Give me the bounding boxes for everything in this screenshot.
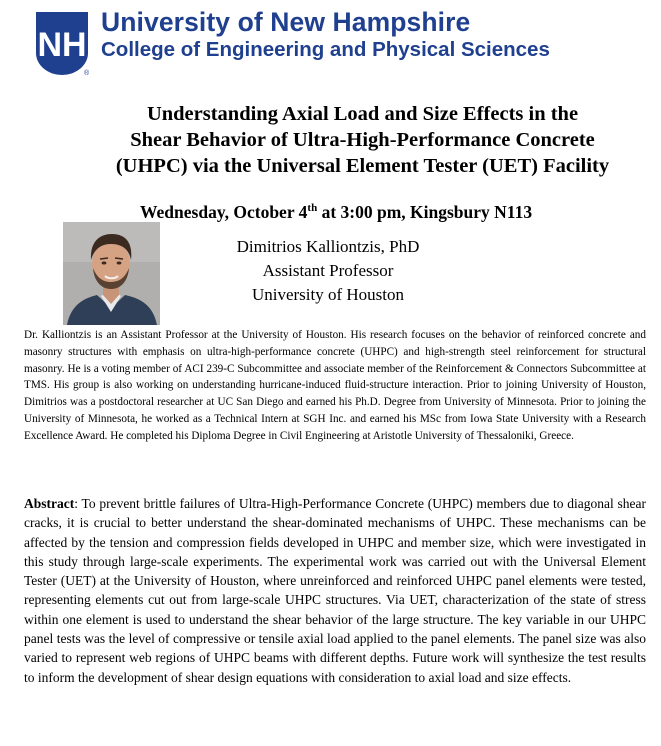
speaker-photo (63, 222, 160, 325)
seminar-title (90, 101, 635, 179)
seminar-title-line: Shear Behavior of Ultra-High-Performance Concrete (130, 129, 595, 151)
unh-logo (36, 12, 88, 75)
registered-mark: ® (84, 70, 90, 77)
speaker-bio: Dr. Kalliontzis is an Assistant Professor at the University of Houston. His research focuses on the behavior of reinforced concrete and masonry structures with emphasis on ultra-high-performance concrete (UHPC) and high-strength steel reinforcement for structural masonry. He is a voting member of ACI 239-C Subcommittee and associate member of the Reinforcement & Connectors Subcommittee at TMS. His group is also working on understanding hurricane-induced fluid-structure interaction. Prior to joining University of Houston, Dimitrios was a postdoctoral researcher at UC San Diego and earned his Ph.D. Degree from University of Minnesota. Prior to joining the University of Minnesota, he worked as a Technical Intern at SGH Inc. and earned his MSc from Iowa State University with a Research Excellence Award. He completed his Diploma Degree in Civil Engineering at Aristotle University of Thessaloniki, Greece. (24, 329, 646, 442)
seminar-title-line: (UHPC) via the Universal Element Tester (UET) Facility (115, 155, 610, 177)
seminar-date-location (140, 202, 532, 223)
date-ordinal: th (307, 202, 318, 214)
abstract (24, 494, 646, 687)
date-prefix: Wednesday, October 4 (140, 202, 308, 222)
unh-logo-mark (36, 12, 88, 75)
logo-letters: NH (37, 26, 87, 64)
seminar-title-line: Understanding Axial Load and Size Effects in the (146, 103, 579, 125)
abstract-label: Abstract (24, 496, 75, 511)
speaker-affiliation: University of Houston (251, 285, 405, 304)
abstract-text: : To prevent brittle failures of Ultra-High-Performance Concrete (UHPC) members due to diagonal shear cracks, it is crucial to better understand the shear-dominated mechanisms of UHPC. These mechanisms can be affected by the tension and compression fields developed in UHPC and member size, which were investigated in this study through large-scale experiments. The experimental work was carried out with the Universal Element Tester (UET) at the University of Houston, where unreinforced and reinforced UHPC panel elements were tested, representing elements cut out from large-scale UHPC structures. Via UET, characterization of the state of stress within one element is used to understand the shear behavior of the large structure. The key variable in our UHPC panel tests was the level of compressive or tensile axial load applied to the panel elements. The panel size was also varied to represent web regions of UHPC beams with different depths. Future work will synthesize the test results to inform the development of shear design equations with consideration to axial load and size effects. (24, 496, 646, 685)
speaker-position: Assistant Professor (262, 261, 394, 280)
speaker-info (203, 235, 453, 307)
college-name: College of Engineering and Physical Sciences (101, 38, 550, 61)
date-rest: at 3:00 pm, Kingsbury N113 (317, 202, 533, 222)
university-name: University of New Hampshire (101, 7, 471, 37)
speaker-name: Dimitrios Kalliontzis, PhD (236, 237, 420, 256)
speaker-portrait (63, 222, 160, 325)
